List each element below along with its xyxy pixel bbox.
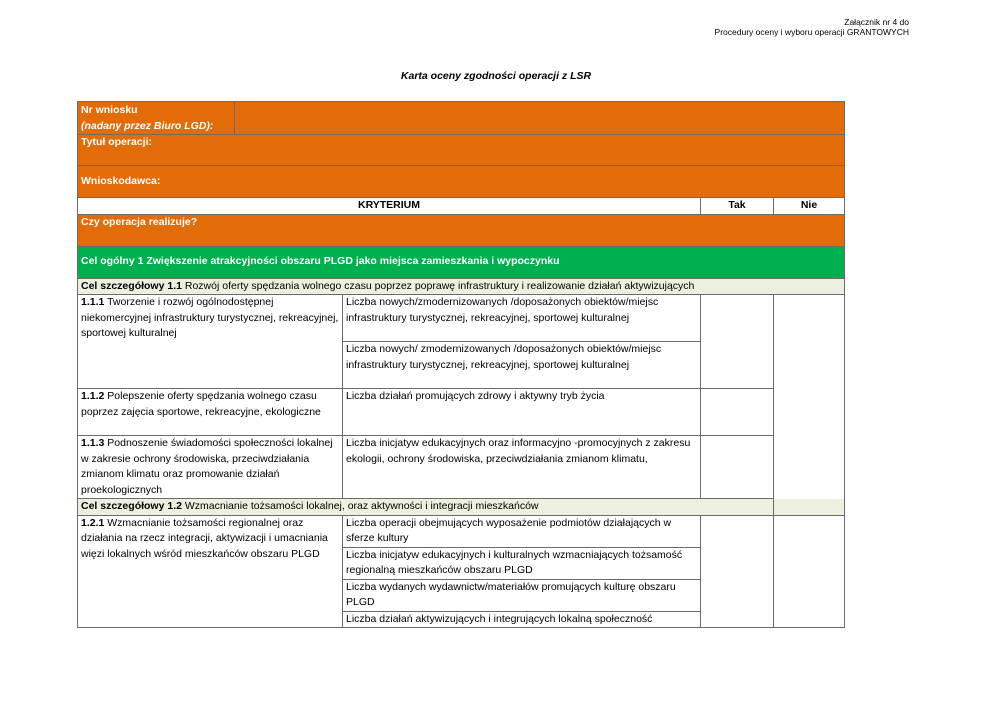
criterion-1-1-2-text: Polepszenie oferty spędzania wolnego czasu poprzez zajęcia sportowe, rekreacyjne, ekologiczne <box>81 390 321 418</box>
row-question <box>78 214 845 246</box>
criterion-1-2-1-code: 1.2.1 <box>81 516 105 529</box>
yes-cell-1-1-3[interactable] <box>701 436 774 499</box>
row-applicant <box>78 166 845 198</box>
attachment-note-line2: Procedury oceny i wyboru operacji GRANTOWYCH <box>714 27 909 37</box>
row-specific-goal-1-1 <box>78 278 845 295</box>
criterion-1-1-1-code: 1.1.1 <box>81 296 105 308</box>
evaluation-table <box>77 101 845 628</box>
no-cell-1-2-1[interactable] <box>774 515 845 628</box>
header-no: Nie <box>774 198 845 215</box>
indicator-1-1-1-b: Liczba nowych/ zmodernizowanych /doposażonych obiektów/miejsc infrastruktury turystycznej, rekreacyjnej, sportowej kulturalnej <box>343 342 701 389</box>
specific-goal-1-1-code: Cel szczegółowy 1.1 <box>81 279 182 292</box>
attachment-note-line1: Załącznik nr 4 do <box>844 17 909 27</box>
row-1-1-2 <box>78 389 845 436</box>
row-column-headers <box>78 198 845 215</box>
indicator-1-1-2: Liczba działań promujących zdrowy i aktywny tryb życia <box>343 389 701 436</box>
criterion-1-1-2-code: 1.1.2 <box>81 390 105 402</box>
yes-cell-1-1-1[interactable] <box>701 295 774 389</box>
application-number-label <box>78 102 235 135</box>
specific-goal-1-2-code: Cel szczegółowy 1.2 <box>81 500 182 512</box>
specific-goal-1-1 <box>78 278 845 295</box>
operation-title-field[interactable] <box>78 135 845 166</box>
indicator-1-2-1-c: Liczba wydanych wydawnictw/materiałów promujących kulturę obszaru PLGD <box>343 579 701 611</box>
indicator-1-2-1-a: Liczba operacji obejmujących wyposażenie podmiotów działających w sferze kultury <box>343 515 701 547</box>
row-1-1-3 <box>78 436 845 499</box>
general-goal-1-text: Cel ogólny 1 Zwiększenie atrakcyjności obszaru PLGD jako miejsca zamieszkania i wypoczynku <box>78 246 845 278</box>
criterion-1-1-3-code: 1.1.3 <box>81 437 105 449</box>
criterion-1-1-3 <box>78 436 343 499</box>
indicator-1-2-1-b: Liczba inicjatyw edukacyjnych i kulturalnych wzmacniających tożsamość regionalną mieszkańców obszaru PLGD <box>343 547 701 579</box>
application-number-value[interactable] <box>235 102 845 135</box>
yes-cell-1-1-2[interactable] <box>701 389 774 436</box>
operation-title-label: Tytuł operacji: <box>81 136 152 148</box>
specific-goal-1-2 <box>78 499 845 516</box>
row-1-2-1-a <box>78 515 845 547</box>
header-yes: Tak <box>701 198 774 215</box>
row-operation-title <box>78 135 845 166</box>
row-specific-goal-1-2 <box>78 499 845 516</box>
criterion-1-1-1 <box>78 295 343 389</box>
applicant-label: Wnioskodawca: <box>81 174 161 187</box>
attachment-note <box>715 17 909 37</box>
criterion-1-2-1 <box>78 515 343 628</box>
document-title: Karta oceny zgodności operacji z LSR <box>400 70 592 82</box>
criterion-1-2-1-text: Wzmacnianie tożsamości regionalnej oraz działania na rzecz integracji, aktywizacji i umacniania więzi lokalnych wśród mieszkańców obszaru PLGD <box>81 516 328 560</box>
row-application-number <box>78 102 845 135</box>
no-cell-1-1[interactable] <box>774 295 845 516</box>
specific-goal-1-2-text: Wzmacnianie tożsamości lokalnej, oraz aktywności i integracji mieszkańców <box>181 500 539 512</box>
yes-cell-1-2-1[interactable] <box>701 515 774 628</box>
criterion-1-1-3-text: Podnoszenie świadomości społeczności lokalnej w zakresie ochrony środowiska, przeciwdziałania zmianom klimatu oraz promowanie działań proekologicznych <box>81 437 333 496</box>
application-number-title: Nr wniosku <box>81 104 138 116</box>
indicator-1-1-1-a: Liczba nowych/zmodernizowanych /doposażonych obiektów/miejsc infrastruktury turystycznej, rekreacyjnej, sportowej kulturalnej <box>343 295 701 342</box>
criterion-1-1-2 <box>78 389 343 436</box>
question-text: Czy operacja realizuje? <box>78 214 845 246</box>
row-1-1-1-a <box>78 295 845 342</box>
application-number-subtitle: (nadany przez Biuro LGD): <box>81 119 214 132</box>
criterion-1-1-1-text: Tworzenie i rozwój ogólnodostępnej niekomercyjnej infrastruktury turystycznej, rekreacyjnej, sportowej kulturalnej <box>81 296 339 339</box>
row-general-goal-1 <box>78 246 845 278</box>
specific-goal-1-1-text: Rozwój oferty spędzania wolnego czasu poprzez poprawę infrastruktury i realizowanie działań aktywizujących <box>181 279 695 292</box>
indicator-1-2-1-d: Liczba działań aktywizujących i integrujących lokalną społeczność <box>343 611 701 628</box>
header-criterion: KRYTERIUM <box>78 198 701 215</box>
applicant-field[interactable] <box>78 166 845 198</box>
indicator-1-1-3: Liczba inicjatyw edukacyjnych oraz informacyjno -promocyjnych z zakresu ekologii, ochrony środowiska, przeciwdziałania zmianom klimatu, <box>343 436 701 499</box>
